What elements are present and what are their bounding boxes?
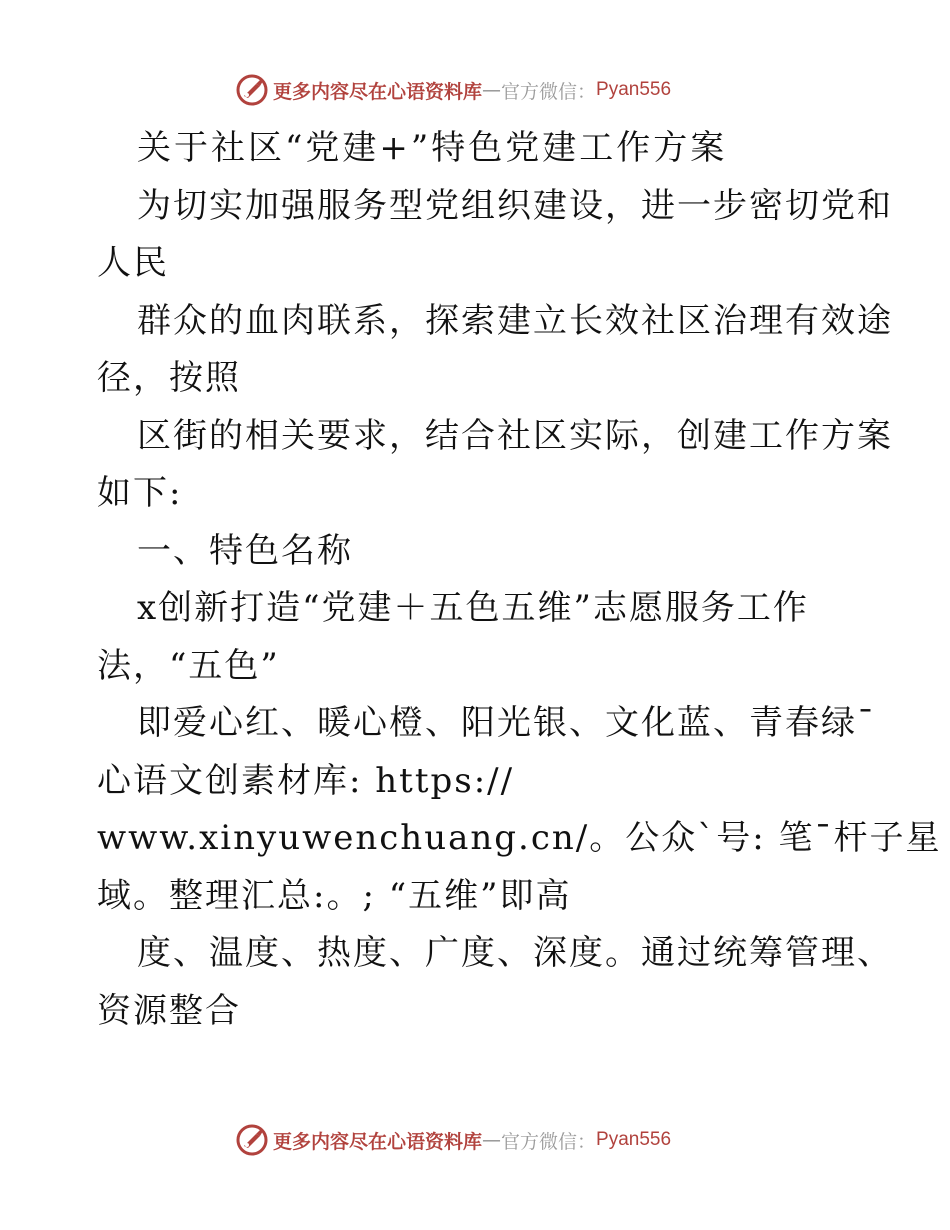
banner-wechat-label: 官方微信： <box>501 80 597 103</box>
paragraph-line: 为切实加强服务型党组织建设，进一步密切党和 <box>137 185 893 226</box>
banner-title: 更多内容尽在心语资料库 <box>273 1130 483 1153</box>
paragraph-line: 区街的相关要求，结合社区实际，创建工作方案 <box>137 415 893 456</box>
banner-title: 更多内容尽在心语资料库 <box>273 80 483 103</box>
paragraph-line: x创新打造“党建＋五色五维”志愿服务工作 <box>137 588 809 628</box>
banner-wechat-id: Pyan556 <box>596 1129 672 1150</box>
pen-logo-icon <box>235 73 269 107</box>
section-heading: 一、特色名称 <box>137 530 353 571</box>
paragraph-line: 资源整合 <box>97 990 241 1031</box>
paragraph-line: 径，按照 <box>97 358 241 398</box>
document-body <box>97 120 942 1040</box>
paragraph-line: 心语文创素材库: https:// <box>97 760 515 801</box>
pen-logo-icon <box>235 1123 269 1157</box>
paragraph-line: 群众的血肉联系，探索建立长效社区治理有效途 <box>137 300 893 341</box>
banner-wechat-id: Pyan556 <box>596 79 672 100</box>
paragraph-line: 人民 <box>97 243 169 283</box>
document-title: 关于社区“党建+”特色党建工作方案 <box>137 128 728 168</box>
paragraph-line: 即爱心红、暖心橙、阳光银、文化蓝、青春绿¯ <box>137 703 876 743</box>
paragraph-line: 域。整理汇总:。; “五维”即高 <box>97 875 572 916</box>
header-banner <box>235 70 755 110</box>
banner-separator: — <box>482 1129 502 1151</box>
paragraph-line: 如下: <box>97 473 183 513</box>
paragraph-line: www.xinyuwenchuang.cn/。公众ˋ号: 笔¯杆子星 <box>97 818 942 858</box>
banner-separator: — <box>482 79 502 101</box>
paragraph-line: 度、温度、热度、广度、深度。通过统筹管理、 <box>137 933 893 973</box>
banner-wechat-label: 官方微信： <box>501 1130 597 1153</box>
footer-banner <box>235 1120 755 1160</box>
paragraph-line: 法，“五色” <box>97 645 280 686</box>
